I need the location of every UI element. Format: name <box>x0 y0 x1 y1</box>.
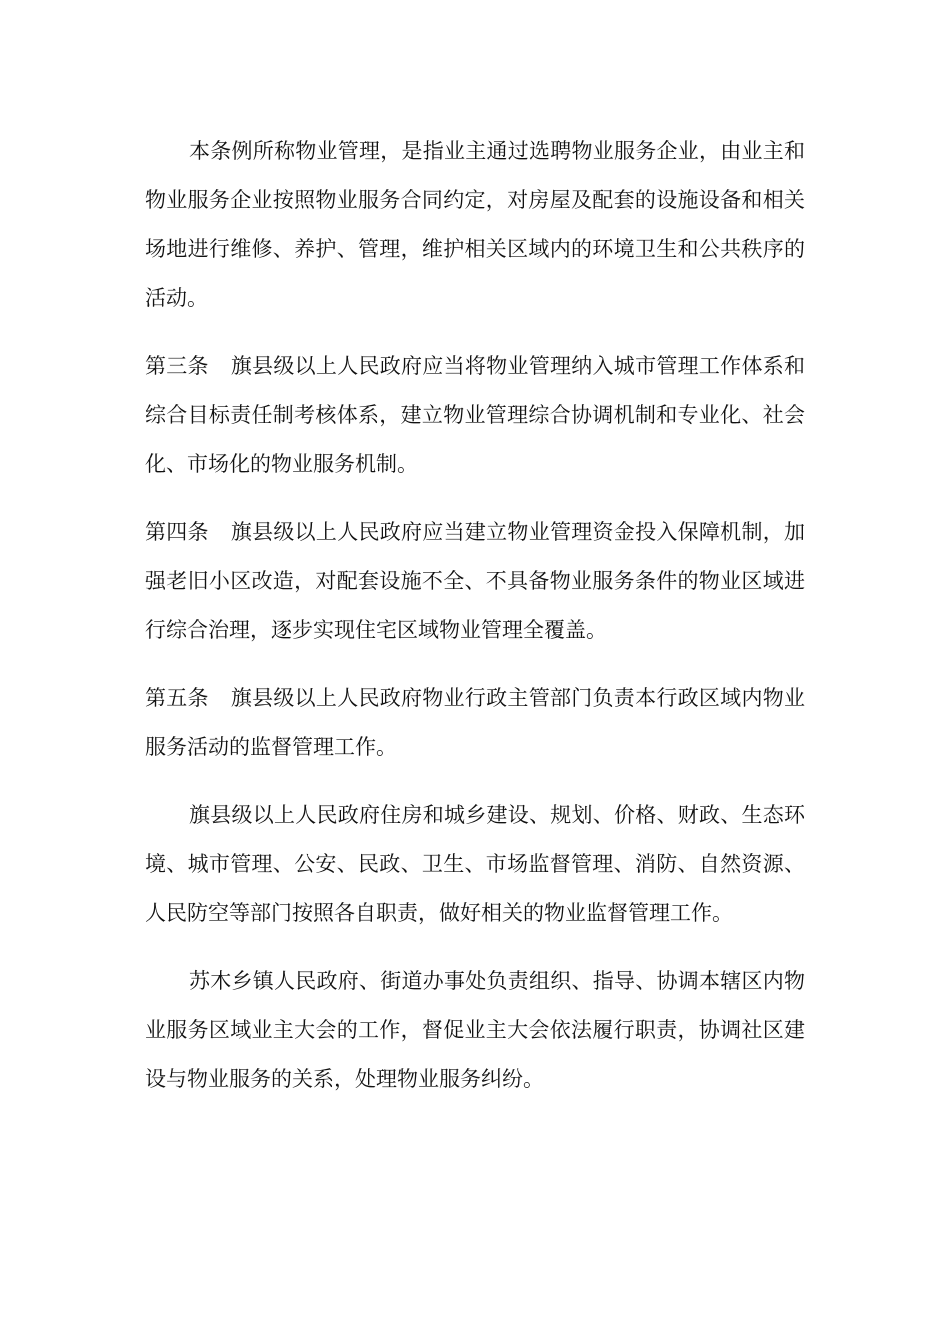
paragraph-township <box>145 957 805 1104</box>
paragraph-text: 旗县级以上人民政府应当建立物业管理资金投入保障机制，加强老旧小区改造，对配套设施不全、不具备物业服务条件的物业区域进行综合治理，逐步实现住宅区域物业管理全覆盖。 <box>145 520 805 642</box>
paragraph-article-4 <box>145 508 805 655</box>
paragraph-definition <box>145 127 805 323</box>
article-label: 第四条 <box>145 520 209 544</box>
article-label: 第五条 <box>145 686 209 710</box>
paragraph-text: 苏木乡镇人民政府、街道办事处负责组织、指导、协调本辖区内物业服务区域业主大会的工作，督促业主大会依法履行职责，协调社区建设与物业服务的关系，处理物业服务纠纷。 <box>145 969 805 1091</box>
article-label: 第三条 <box>145 354 209 378</box>
paragraph-text: 旗县级以上人民政府应当将物业管理纳入城市管理工作体系和综合目标责任制考核体系，建立物业管理综合协调机制和专业化、社会化、市场化的物业服务机制。 <box>145 354 805 476</box>
paragraph-article-3 <box>145 342 805 489</box>
paragraph-text: 旗县级以上人民政府住房和城乡建设、规划、价格、财政、生态环境、城市管理、公安、民政、卫生、市场监督管理、消防、自然资源、人民防空等部门按照各自职责，做好相关的物业监督管理工作。 <box>145 803 805 925</box>
paragraph-text: 本条例所称物业管理，是指业主通过选聘物业服务企业，由业主和物业服务企业按照物业服务合同约定，对房屋及配套的设施设备和相关场地进行维修、养护、管理，维护相关区域内的环境卫生和公共秩序的活动。 <box>145 139 805 310</box>
document-body <box>145 127 805 1104</box>
paragraph-departments <box>145 791 805 938</box>
paragraph-text: 旗县级以上人民政府物业行政主管部门负责本行政区域内物业服务活动的监督管理工作。 <box>145 686 805 759</box>
paragraph-article-5 <box>145 674 805 772</box>
